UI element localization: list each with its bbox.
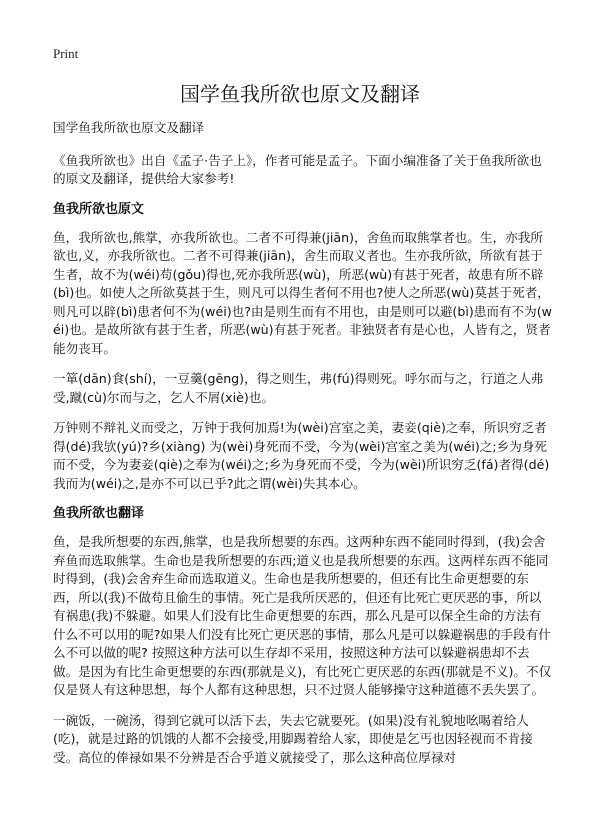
- translation-paragraph: 鱼，是我所想要的东西,熊掌，也是我所想要的东西。这两种东西不能同时得到，(我)会舍弃鱼而选取熊掌。生命也是我所想要的东西;道义也是我所想要的东西。这两样东西不能同时得到，(我)会舍弃生命而选取道义。生命也是我所想要的，但还有比生命更想要的东西，所以(我)不做苟且偷生的事情。死亡是我所厌恶的，但还有比死亡更厌恶的事，所以有祸患(我)不躲避。如果人们没有比生命更想要的东西，那么凡是可以保全生命的方法有什么不可以用的呢?如果人们没有比死亡更厌恶的事情，那么凡是可以躲避祸患的手段有什么不可以做的呢? 按照这种方法可以生存却不采用，按照这种方法可以躲避祸患却不去做。是因为有比生命更想要的东西(那就是义)，有比死亡更厌恶的东西(那就是不义)。不仅仅是贤人有这种思想，每个人都有这种思想，只不过贤人能够操守这种道德不丢失罢了。: [53, 534, 552, 697]
- intro-paragraph: 《鱼我所欲也》出自《孟子·告子上》，作者可能是孟子。下面小编准备了关于鱼我所欲也的原文及翻译，提供给大家参考!: [53, 152, 542, 186]
- page-title: 国学鱼我所欲也原文及翻译: [180, 82, 420, 106]
- article-subtitle: 国学鱼我所欲也原文及翻译: [53, 120, 205, 135]
- original-heading: 鱼我所欲也原文: [53, 201, 145, 217]
- original-paragraph: 鱼，我所欲也,熊掌，亦我所欲也。二者不可得兼(jiān)，舍鱼而取熊掌者也。生，亦我所欲也,义，亦我所欲也。二者不可得兼(jiān)，舍生而取义者也。生亦我所欲，所欲有甚于生者，故不为(wéi)苟(gǒu)得也,死亦我所恶(wù)，所恶(wù)有甚于死者，故患有所不辟(bì)也。如使人之所欲莫甚于生，则凡可以得生者何不用也?使人之所恶(wù)莫甚于死者，则凡可以辟(bì)患者何不为(wéi)也?由是则生而有不用也，由是则可以避(bì)患而有不为(wéi)也。是故所欲有甚于生者，所恶(wù)有甚于死者。非独贤者有是心也，人皆有之，贤者能勿丧耳。: [53, 229, 552, 356]
- original-paragraph: 一箪(dān)食(shí)，一豆羹(gēng)，得之则生，弗(fú)得则死。呼尔而与之，行道之人弗受,蹴(cù)尔而与之，乞人不屑(xiè)也。: [53, 371, 544, 405]
- article-body: [53, 119, 553, 779]
- print-link[interactable]: Print: [53, 46, 79, 61]
- translation-paragraph: 一碗饭，一碗汤，得到它就可以活下去，失去它就要死。(如果)没有礼貌地吆喝着给人(吃)，就是过路的饥饿的人都不会接受,用脚踢着给人家，即使是乞丐也因轻视而不肯接受。高位的俸禄如果不分辨是否合乎道义就接受了，那么这种高位厚禄对: [53, 712, 533, 765]
- translation-heading: 鱼我所欲也翻译: [53, 506, 145, 521]
- original-paragraph: 万钟则不辩礼义而受之，万钟于我何加焉!为(wèi)宫室之美，妻妾(qiè)之奉，所识穷乏者得(dé)我欤(yú)?乡(xiàng) 为(wèi)身死而不受，今为(wèi)宫室之美为(wéi)之;乡为身死而不受，今为妻妾(qiè)之奉为(wéi)之;乡为身死而不受，今为(wèi)所识穷乏(fá)者得(dé)我而为(wéi)之,是亦不可以已乎?此之谓(wèi)失其本心。: [53, 420, 550, 491]
